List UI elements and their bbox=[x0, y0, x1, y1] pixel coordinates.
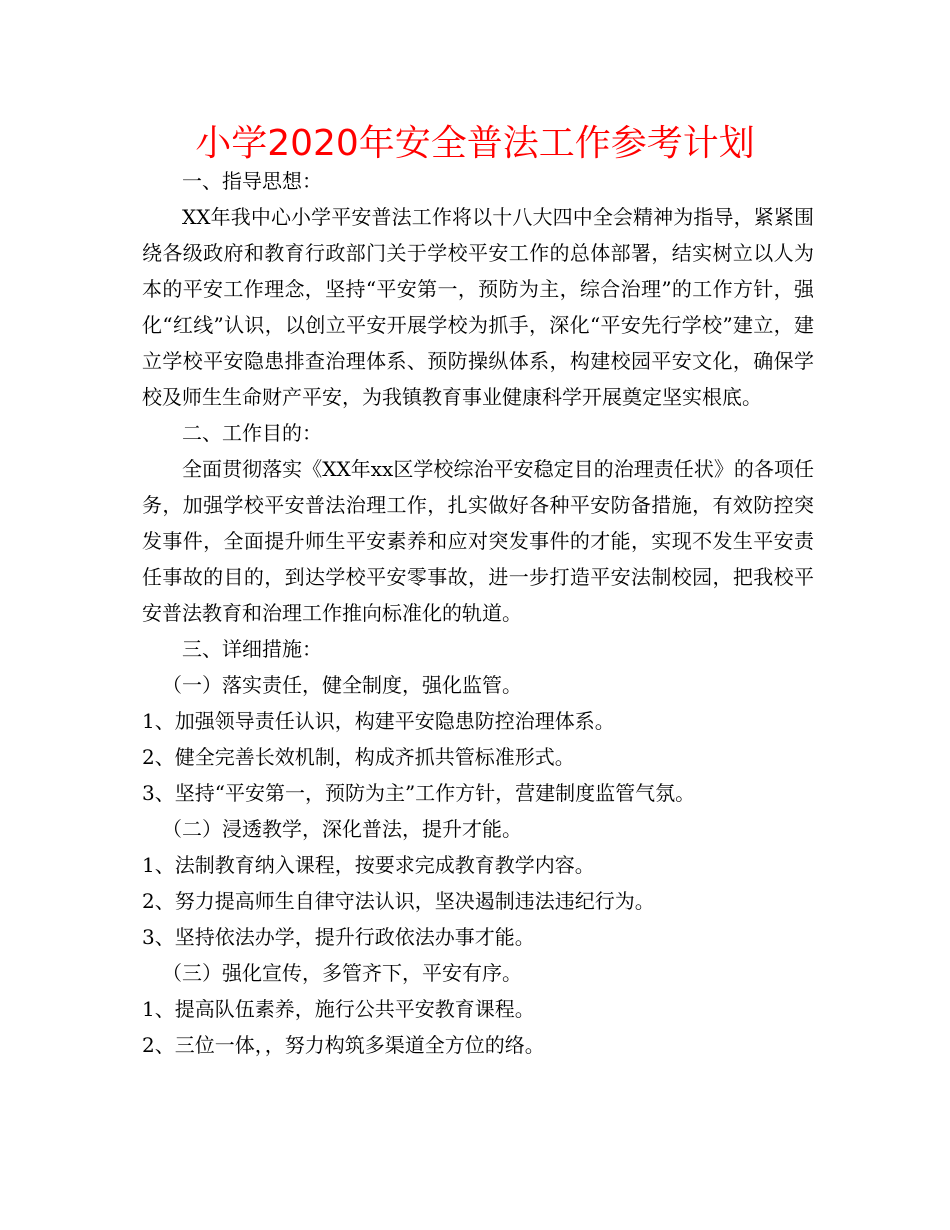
measure-item: 1、加强领导责任认识，构建平安隐患防控治理体系。 bbox=[142, 709, 615, 733]
section-paragraph-guiding-ideology: XX年我中心小学平安普法工作将以十八大四中全会精神为指导，紧紧围绕各级政府和教育行政部门关于学校平安工作的总体部署，结实树立以人为本的平安工作理念，坚持“平安第一，预防为主，综合治理”的工作方针，强化“红线”认识，以创立平安开展学校为抓手，深化“平安先行学校”建立，建立学校平安隐患排查治理体系、预防操纵体系，构建校园平安文化，确保学校及师生生命财产平安，为我镇教育事业健康科学开展奠定坚实根底。 bbox=[142, 205, 814, 409]
section-heading-measures: 三、详细措施： bbox=[182, 637, 322, 661]
measure-group-title: （三）强化宣传，多管齐下，平安有序。 bbox=[162, 961, 522, 985]
document-body bbox=[142, 163, 814, 1063]
measure-item: 2、健全完善长效机制，构成齐抓共管标准形式。 bbox=[142, 745, 575, 769]
measure-item: 2、三位一体，，努力构筑多渠道全方位的络。 bbox=[142, 1033, 545, 1057]
measure-item: 3、坚持“平安第一，预防为主”工作方针，营建制度监管气氛。 bbox=[142, 781, 696, 805]
measure-item: 1、法制教育纳入课程，按要求完成教育教学内容。 bbox=[142, 853, 595, 877]
section-paragraph-work-goal: 全面贯彻落实《XX年xx区学校综治平安稳定目的治理责任状》的各项任务，加强学校平安普法治理工作，扎实做好各种平安防备措施，有效防控突发事件，全面提升师生平安素养和应对突发事件的才能，实现不发生平安责任事故的目的，到达学校平安零事故，进一步打造平安法制校园，把我校平安普法教育和治理工作推向标准化的轨道。 bbox=[142, 457, 814, 625]
document-title: 小学2020年安全普法工作参考计划 bbox=[195, 123, 755, 164]
section-heading-guiding-ideology: 一、指导思想： bbox=[182, 169, 322, 193]
measure-item: 1、提高队伍素养，施行公共平安教育课程。 bbox=[142, 997, 535, 1021]
measure-group-title: （二）浸透教学，深化普法，提升才能。 bbox=[162, 817, 522, 841]
measure-item: 2、努力提高师生自律守法认识，坚决遏制违法违纪行为。 bbox=[142, 889, 655, 913]
section-heading-work-goal: 二、工作目的： bbox=[182, 421, 322, 445]
measure-item: 3、坚持依法办学，提升行政依法办事才能。 bbox=[142, 925, 535, 949]
measure-group-title: （一）落实责任，健全制度，强化监管。 bbox=[162, 673, 522, 697]
